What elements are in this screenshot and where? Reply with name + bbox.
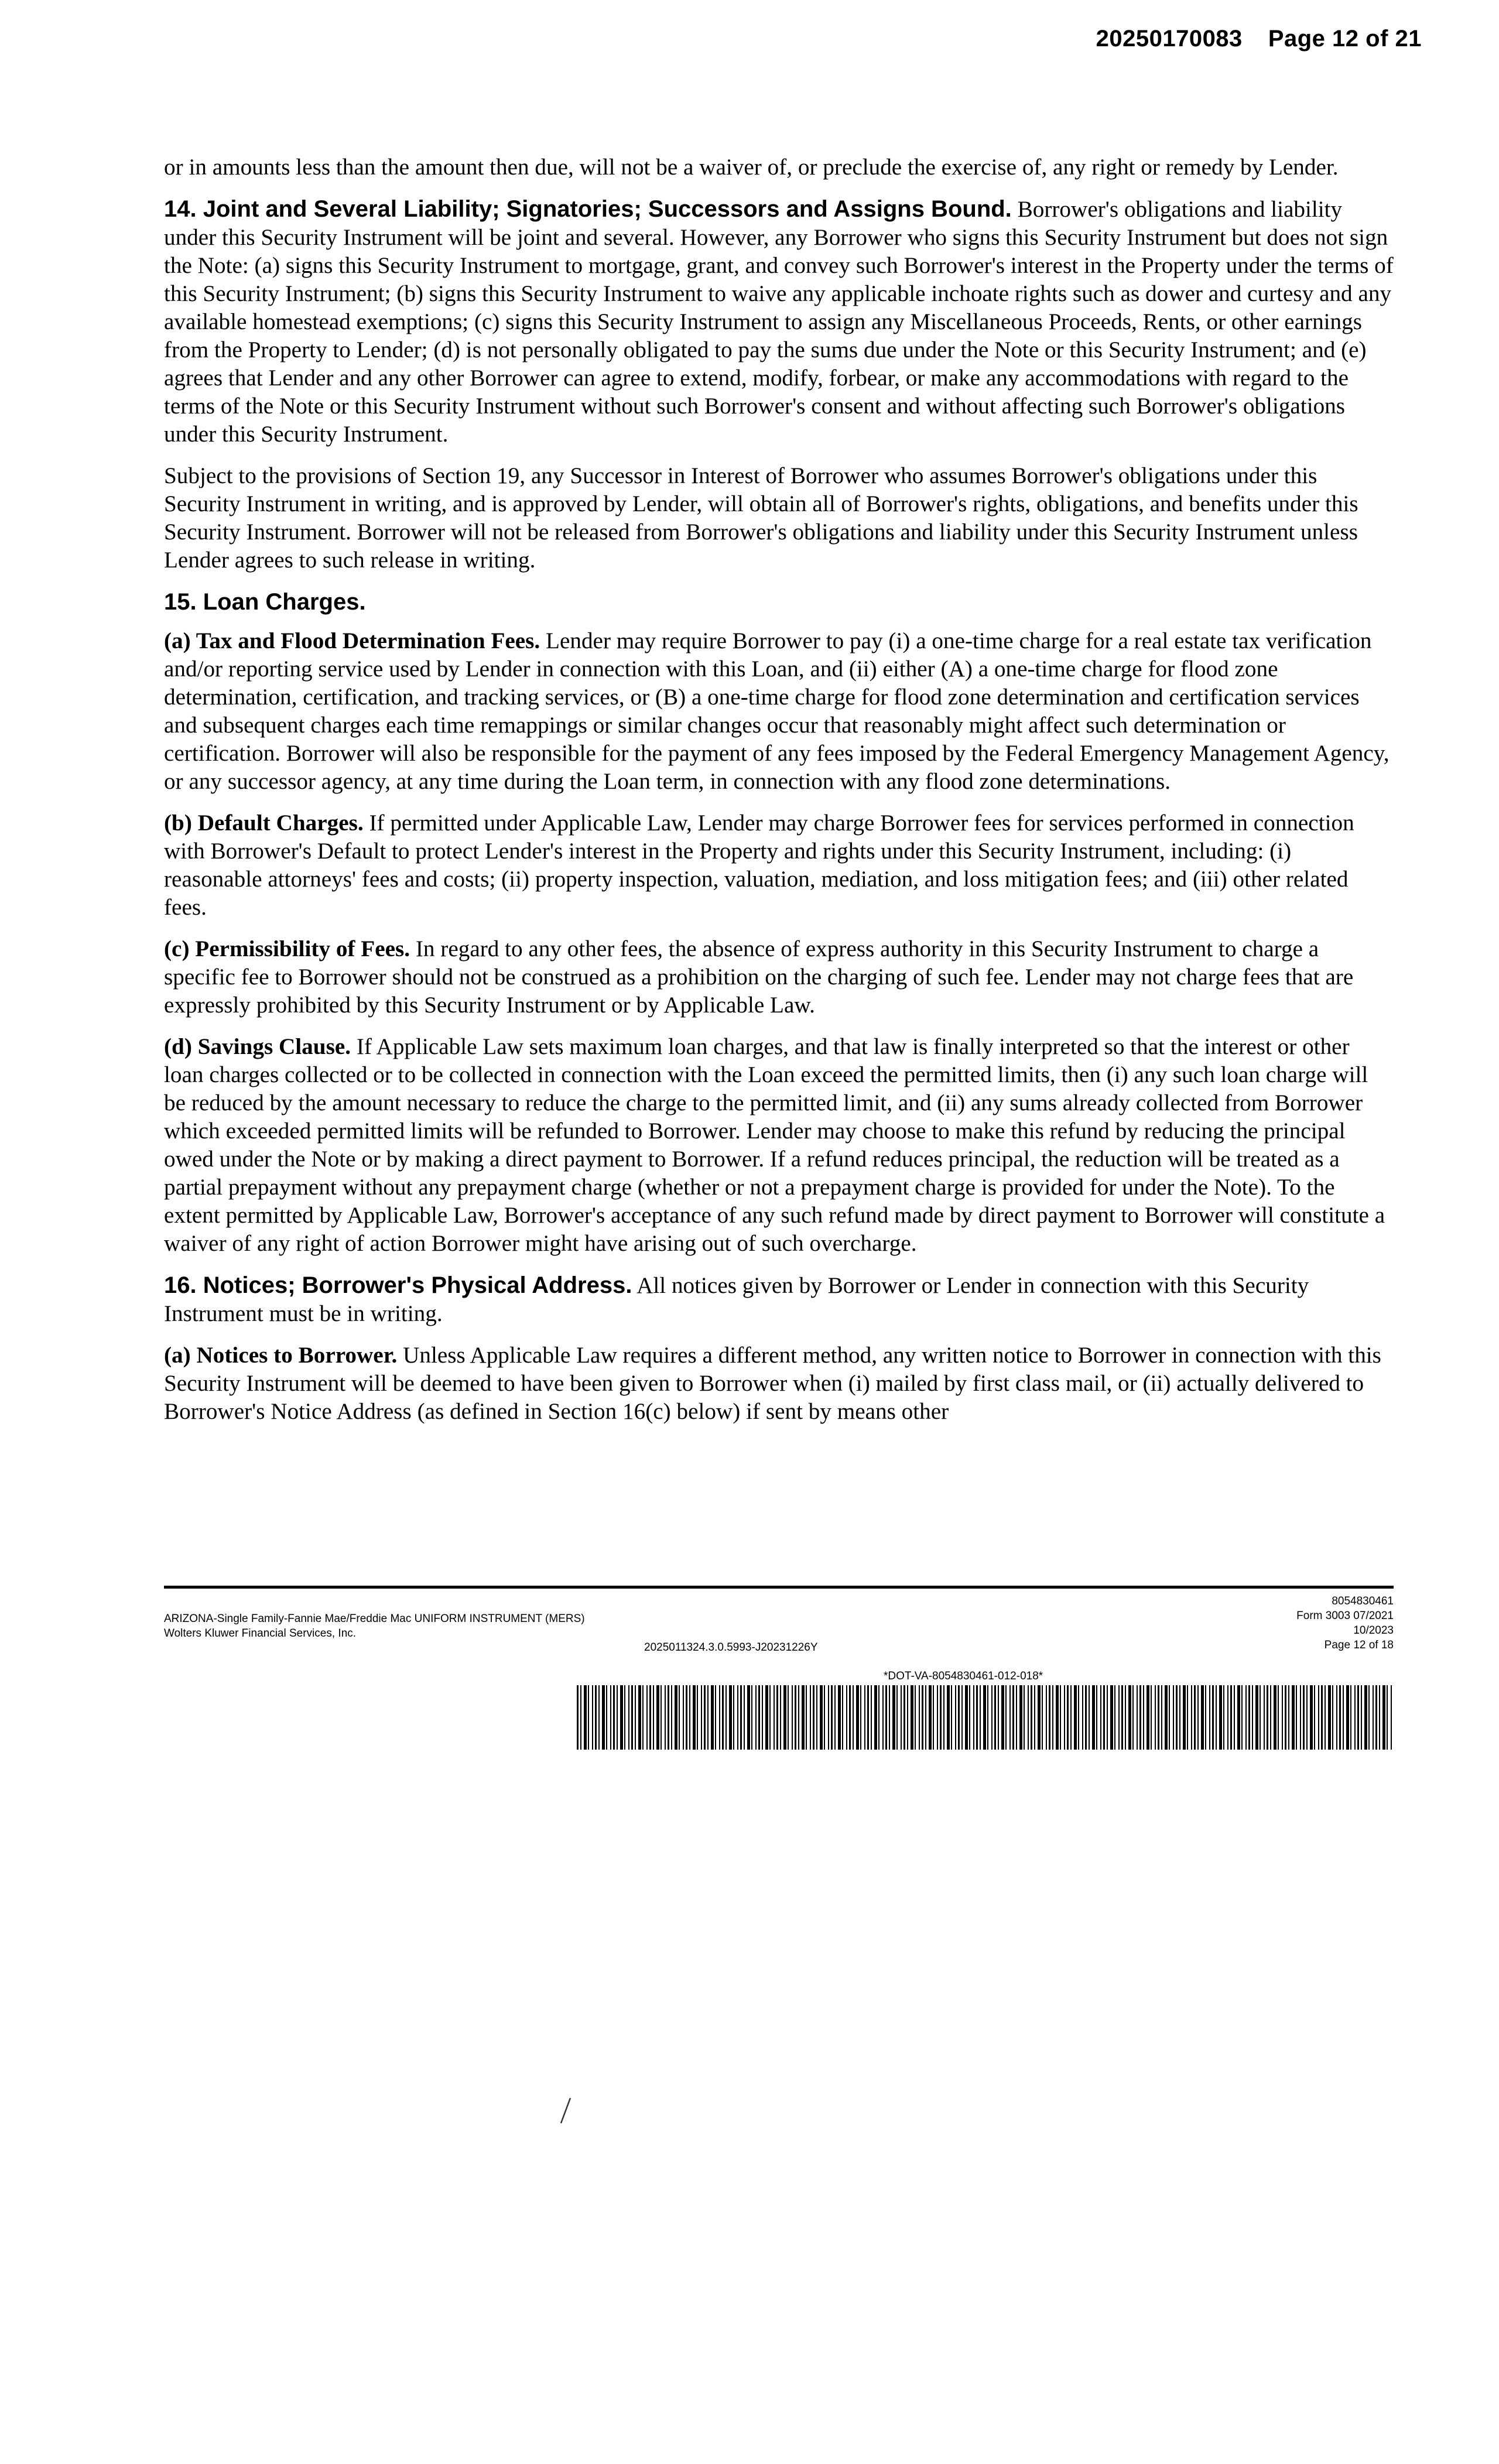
section-14-paragraph-2: Subject to the provisions of Section 19, any Successor in Interest of Borrower who assumes Borrower's obligations under this Security Instrument in writing, and is approved by Lender, will obtain all of Borrower's rights, obligations, and benefits under this Security Instrument. Borrower will not be released from Borrower's obligations and liability under this Security Instrument unless Lender agrees to such release in writing. <box>164 463 1358 573</box>
section-15c-title: (c) Permissibility of Fees. <box>164 936 410 961</box>
pen-mark-icon <box>556 2096 574 2126</box>
recording-page-label: Page 12 of 21 <box>1268 26 1422 52</box>
section-16-paragraph-1 <box>164 1271 1394 1328</box>
section-16-text: All notices given by Borrower or Lender in connection with this Security Instrument must be in writing. <box>164 1273 1309 1326</box>
section-15b-title: (b) Default Charges. <box>164 810 364 836</box>
continuation-paragraph: or in amounts less than the amount then due, will not be a waiver of, or preclude the exercise of, any right or remedy by Lender. <box>164 155 1339 180</box>
document-body <box>164 153 1394 1439</box>
footer-form-number: Form 3003 07/2021 <box>1296 1610 1394 1622</box>
section-15d-paragraph <box>164 1033 1394 1258</box>
footer-form-meta <box>1296 1594 1394 1652</box>
section-16a-title: (a) Notices to Borrower. <box>164 1343 398 1368</box>
footer-form-info <box>164 1611 585 1641</box>
recording-number: 20250170083 <box>1096 26 1243 52</box>
section-15a-title: (a) Tax and Flood Determination Fees. <box>164 628 540 653</box>
section-15-title: 15. Loan Charges. <box>164 589 366 615</box>
section-16a-text: Unless Applicable Law requires a different method, any written notice to Borrower in connection with this Security Instrument will be deemed to have been given to Borrower when (i) mailed by first class mail, or (ii) actually delivered to Borrower's Notice Address (as defined in Section 16(c) below) if sent by means other <box>164 1343 1381 1424</box>
section-15a-text: Lender may require Borrower to pay (i) a one-time charge for a real estate tax verification and/or reporting service used by Lender in connection with this Loan, and (ii) either (A) a one-time charge for flood zone determination, certification, and tracking services, or (B) a one-time charge for flood zone determination and certification services and subsequent charges each time remappings or similar changes occur that reasonably might affect such determination or certification. Borrower will also be responsible for the payment of any fees imposed by the Federal Emergency Management Agency, or any successor agency, at any time during the Loan term, in connection with any flood zone determinations. <box>164 628 1390 794</box>
footer-tracking-code: 2025011324.3.0.5993-J20231226Y <box>644 1641 818 1654</box>
footer-divider <box>164 1586 1394 1589</box>
footer-form-title: ARIZONA-Single Family-Fannie Mae/Freddie Mac UNIFORM INSTRUMENT (MERS) <box>164 1613 585 1625</box>
footer-publisher: Wolters Kluwer Financial Services, Inc. <box>164 1627 357 1640</box>
page-header <box>1096 26 1422 52</box>
footer-inner-page: Page 12 of 18 <box>1324 1639 1394 1651</box>
section-14-paragraph-1 <box>164 195 1394 449</box>
section-15b-text: If permitted under Applicable Law, Lender may charge Borrower fees for services performed in connection with Borrower's Default to protect Lender's interest in the Property and rights under this Security Instrument, including: (i) reasonable attorneys' fees and costs; (ii) property inspection, valuation, mediation, and loss mitigation fees; and (iii) other related fees. <box>164 810 1354 920</box>
footer-loan-number: 8054830461 <box>1332 1595 1394 1607</box>
barcode-label: *DOT-VA-8054830461-012-018* <box>881 1670 1045 1683</box>
footer-revision-date: 10/2023 <box>1353 1624 1394 1637</box>
section-15c-paragraph <box>164 935 1394 1019</box>
section-16-title: 16. Notices; Borrower's Physical Address. <box>164 1272 632 1298</box>
section-15-heading <box>164 588 1394 617</box>
barcode-icon <box>577 1685 1394 1750</box>
section-14-title: 14. Joint and Several Liability; Signatories; Successors and Assigns Bound. <box>164 196 1012 222</box>
section-14-text: Borrower's obligations and liability under this Security Instrument will be joint and several. However, any Borrower who signs this Security Instrument but does not sign the Note: (a) signs this Security Instrument to mortgage, grant, and convey such Borrower's interest in the Property under the terms of this Security Instrument; (b) signs this Security Instrument to waive any applicable inchoate rights such as dower and curtesy and any available homestead exemptions; (c) signs this Security Instrument to assign any Miscellaneous Proceeds, Rents, or other earnings from the Property to Lender; (d) is not personally obligated to pay the sums due under the Note or this Security Instrument; and (e) agrees that Lender and any other Borrower can agree to extend, modify, forbear, or make any accommodations with regard to the terms of the Note or this Security Instrument without such Borrower's consent and without affecting such Borrower's obligations under this Security Instrument. <box>164 197 1394 447</box>
section-15c-text: In regard to any other fees, the absence of express authority in this Security Instrument to charge a specific fee to Borrower should not be construed as a prohibition on the charging of such fee. Lender may not charge fees that are expressly prohibited by this Security Instrument or by Applicable Law. <box>164 936 1354 1018</box>
section-15d-text: If Applicable Law sets maximum loan charges, and that law is finally interpreted so that the interest or other loan charges collected or to be collected in connection with the Loan exceed the permitted limits, then (i) any such loan charge will be reduced by the amount necessary to reduce the charge to the permitted limit, and (ii) any sums already collected from Borrower which exceeded permitted limits will be refunded to Borrower. Lender may choose to make this refund by reducing the principal owed under the Note or by making a direct payment to Borrower. If a refund reduces principal, the reduction will be treated as a partial prepayment without any prepayment charge (whether or not a prepayment charge is provided for under the Note). To the extent permitted by Applicable Law, Borrower's acceptance of any such refund made by direct payment to Borrower will constitute a waiver of any right of action Borrower might have arising out of such overcharge. <box>164 1034 1385 1256</box>
section-15b-paragraph <box>164 809 1394 922</box>
section-15a-paragraph <box>164 627 1394 796</box>
section-15d-title: (d) Savings Clause. <box>164 1034 351 1059</box>
section-16a-paragraph <box>164 1341 1394 1426</box>
